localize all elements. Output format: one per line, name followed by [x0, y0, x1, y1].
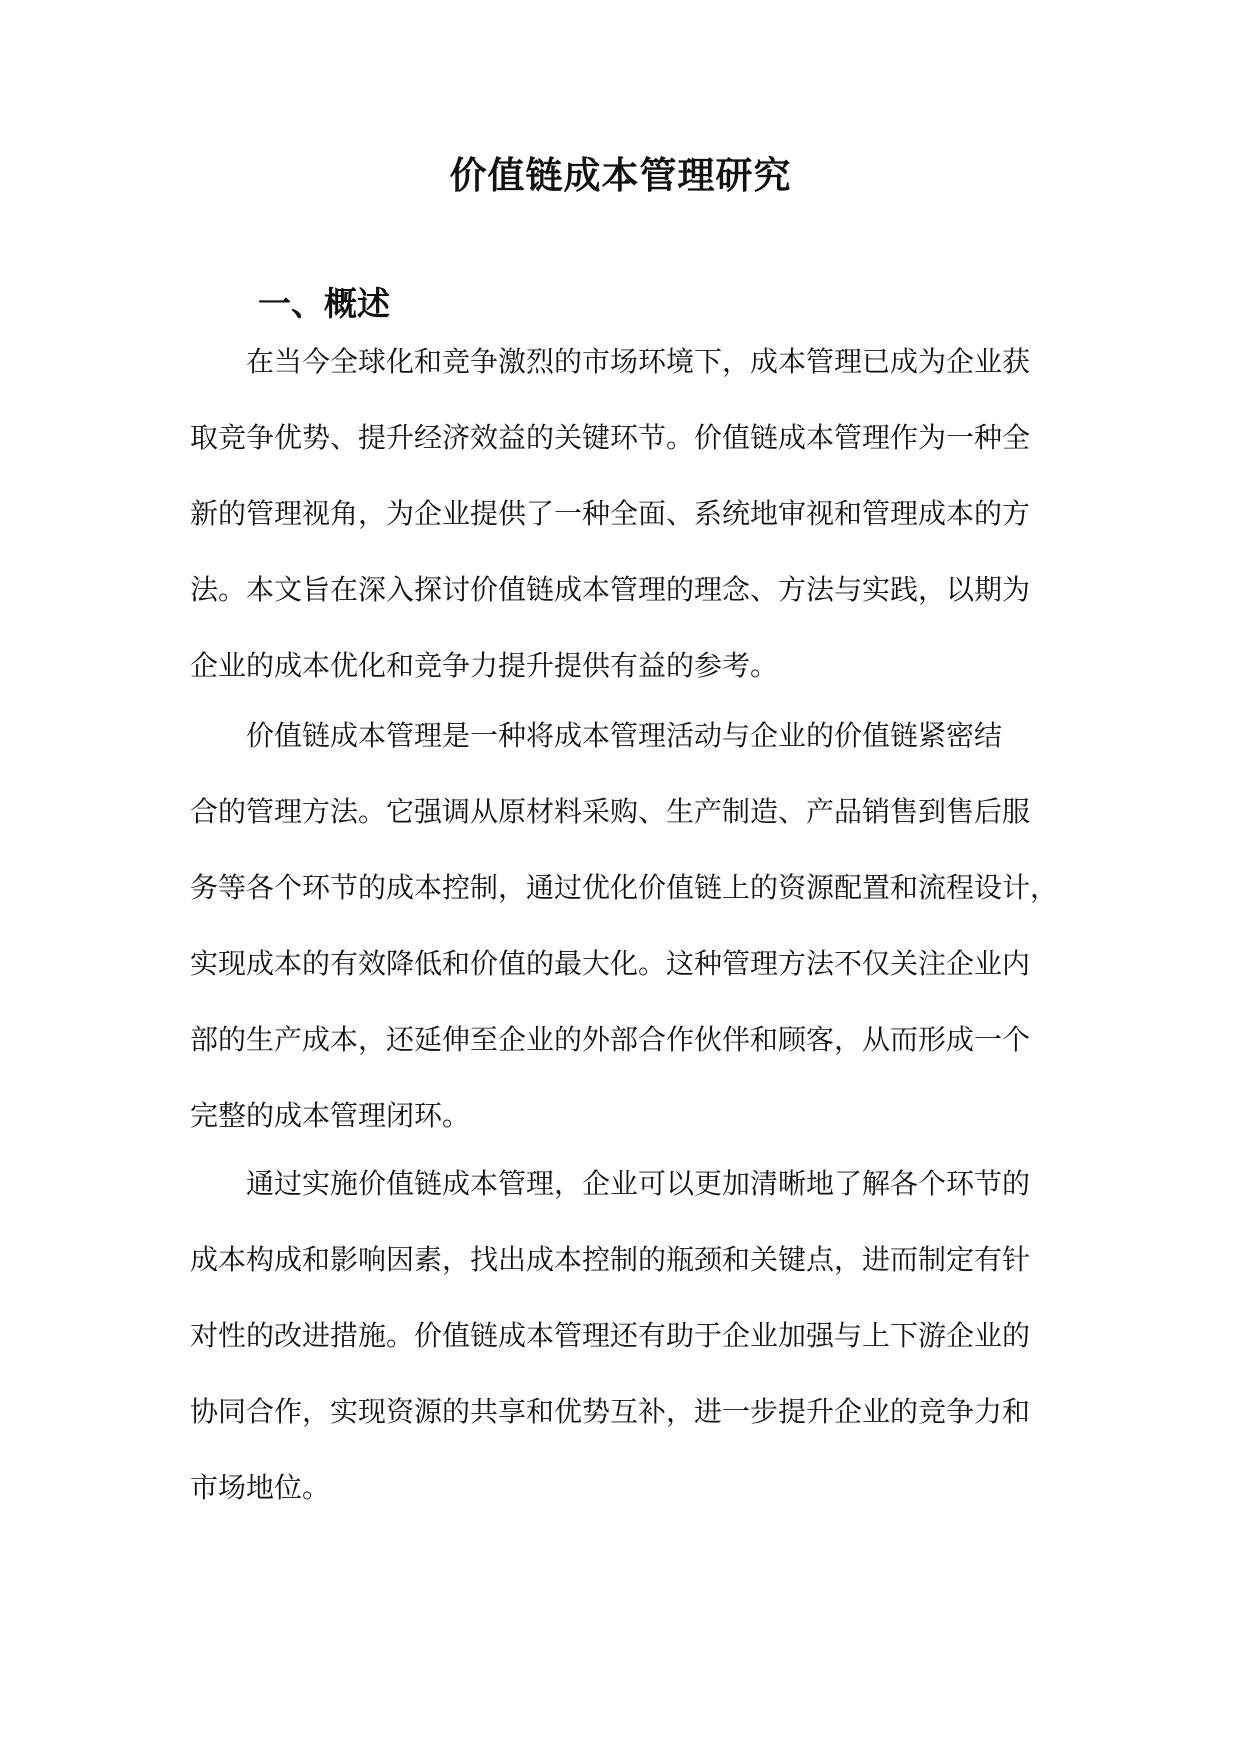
- paragraph-line: 成本构成和影响因素，找出成本控制的瓶颈和关键点，进而制定有针: [190, 1243, 1031, 1276]
- paragraph-line: 在当今全球化和竞争激烈的市场环境下，成本管理已成为企业获: [246, 345, 1031, 378]
- paragraph-line: 法。本文旨在深入探讨价值链成本管理的理念、方法与实践，以期为: [190, 573, 1031, 606]
- section-heading-overview: 一、概述: [258, 284, 390, 323]
- paragraph-line: 企业的成本优化和竞争力提升提供有益的参考。: [190, 649, 779, 682]
- paragraph-1: [190, 324, 1060, 704]
- paragraph-line: 协同合作，实现资源的共享和优势互补，进一步提升企业的竞争力和: [190, 1395, 1031, 1428]
- paragraph-line: 对性的改进措施。价值链成本管理还有助于企业加强与上下游企业的: [190, 1319, 1031, 1352]
- paragraph-line: 完整的成本管理闭环。: [190, 1099, 471, 1132]
- paragraph-line: 取竞争优势、提升经济效益的关键环节。价值链成本管理作为一种全: [190, 421, 1031, 454]
- document-title: 价值链成本管理研究: [449, 153, 792, 197]
- paragraph-2: [190, 698, 1060, 1154]
- paragraph-line: 通过实施价值链成本管理，企业可以更加清晰地了解各个环节的: [246, 1167, 1031, 1200]
- paragraph-line: 部的生产成本，还延伸至企业的外部合作伙伴和顾客，从而形成一个: [190, 1023, 1031, 1056]
- paragraph-line: 价值链成本管理是一种将成本管理活动与企业的价值链紧密结: [246, 719, 1003, 752]
- paragraph-line: 市场地位。: [190, 1471, 331, 1504]
- paragraph-line: 务等各个环节的成本控制，通过优化价值链上的资源配置和流程设计，: [190, 871, 1059, 904]
- paragraph-line: 实现成本的有效降低和价值的最大化。这种管理方法不仅关注企业内: [190, 947, 1031, 980]
- paragraph-3: [190, 1146, 1060, 1526]
- paragraph-line: 新的管理视角，为企业提供了一种全面、系统地审视和管理成本的方: [190, 497, 1031, 530]
- paragraph-line: 合的管理方法。它强调从原材料采购、生产制造、产品销售到售后服: [190, 795, 1031, 828]
